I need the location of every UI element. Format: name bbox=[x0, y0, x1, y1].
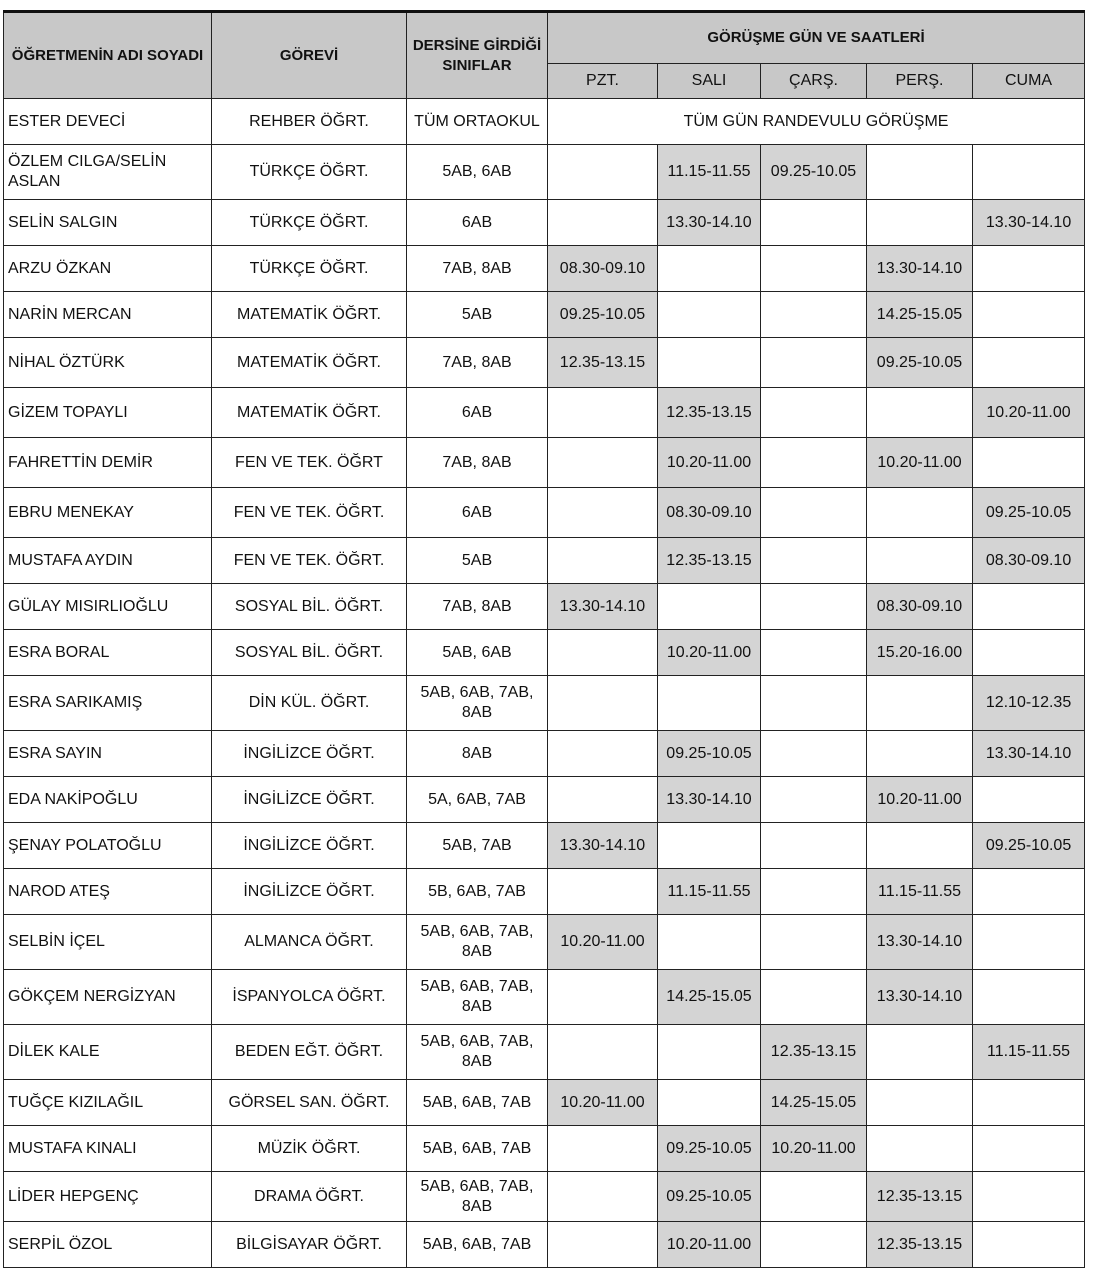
teacher-classes: 5AB, 6AB bbox=[407, 145, 548, 200]
teacher-role: FEN VE TEK. ÖĞRT. bbox=[212, 538, 407, 584]
meeting-time-monday bbox=[548, 200, 658, 246]
meeting-time-tuesday: 14.25-15.05 bbox=[658, 970, 761, 1025]
meeting-time-wednesday bbox=[761, 970, 867, 1025]
table-row bbox=[4, 1025, 1085, 1080]
meeting-time-thursday bbox=[867, 145, 973, 200]
teacher-name: SERPİL ÖZOL bbox=[4, 1222, 212, 1268]
header-day-tuesday: SALI bbox=[658, 64, 761, 99]
teacher-classes: 6AB bbox=[407, 200, 548, 246]
table-row bbox=[4, 438, 1085, 488]
meeting-time-friday: 11.15-11.55 bbox=[973, 1025, 1085, 1080]
meeting-time-wednesday bbox=[761, 438, 867, 488]
header-classes: DERSİNE GİRDİĞİ SINIFLAR bbox=[407, 12, 548, 99]
meeting-time-monday bbox=[548, 438, 658, 488]
teacher-role: İNGİLİZCE ÖĞRT. bbox=[212, 869, 407, 915]
meeting-time-monday bbox=[548, 630, 658, 676]
meeting-time-monday bbox=[548, 538, 658, 584]
meeting-time-friday: 13.30-14.10 bbox=[973, 200, 1085, 246]
meeting-time-friday bbox=[973, 145, 1085, 200]
teacher-role: SOSYAL BİL. ÖĞRT. bbox=[212, 584, 407, 630]
meeting-time-thursday: 10.20-11.00 bbox=[867, 438, 973, 488]
meeting-time-friday bbox=[973, 1222, 1085, 1268]
teacher-name: MUSTAFA AYDIN bbox=[4, 538, 212, 584]
meeting-time-monday: 10.20-11.00 bbox=[548, 915, 658, 970]
meeting-time-friday bbox=[973, 869, 1085, 915]
meeting-time-wednesday bbox=[761, 200, 867, 246]
meeting-time-monday bbox=[548, 777, 658, 823]
teacher-classes: 5A, 6AB, 7AB bbox=[407, 777, 548, 823]
meeting-time-thursday bbox=[867, 388, 973, 438]
table-row bbox=[4, 538, 1085, 584]
meeting-time-thursday: 13.30-14.10 bbox=[867, 915, 973, 970]
meeting-time-wednesday bbox=[761, 676, 867, 731]
teacher-name: ESRA BORAL bbox=[4, 630, 212, 676]
meeting-time-monday: 09.25-10.05 bbox=[548, 292, 658, 338]
meeting-time-friday: 09.25-10.05 bbox=[973, 823, 1085, 869]
meeting-time-thursday bbox=[867, 488, 973, 538]
teacher-name: ESRA SARIKAMIŞ bbox=[4, 676, 212, 731]
teacher-classes: 5AB, 6AB, 7AB bbox=[407, 1222, 548, 1268]
meeting-time-thursday: 12.35-13.15 bbox=[867, 1172, 973, 1222]
teacher-role: MATEMATİK ÖĞRT. bbox=[212, 292, 407, 338]
meeting-time-thursday: 13.30-14.10 bbox=[867, 970, 973, 1025]
teacher-role: MÜZİK ÖĞRT. bbox=[212, 1126, 407, 1172]
meeting-time-thursday bbox=[867, 1126, 973, 1172]
teacher-role: İSPANYOLCA ÖĞRT. bbox=[212, 970, 407, 1025]
table-row bbox=[4, 246, 1085, 292]
meeting-time-monday: 12.35-13.15 bbox=[548, 338, 658, 388]
teacher-name: LİDER HEPGENÇ bbox=[4, 1172, 212, 1222]
teacher-classes: 5AB, 6AB, 7AB bbox=[407, 1080, 548, 1126]
teacher-role: ALMANCA ÖĞRT. bbox=[212, 915, 407, 970]
meeting-time-thursday: 14.25-15.05 bbox=[867, 292, 973, 338]
table-row bbox=[4, 731, 1085, 777]
teacher-classes: 5AB, 6AB, 7AB, 8AB bbox=[407, 915, 548, 970]
meeting-time-wednesday bbox=[761, 538, 867, 584]
meeting-time-wednesday: 09.25-10.05 bbox=[761, 145, 867, 200]
meeting-time-tuesday bbox=[658, 1080, 761, 1126]
teacher-name: ÖZLEM CILGA/SELİN ASLAN bbox=[4, 145, 212, 200]
teacher-name: DİLEK KALE bbox=[4, 1025, 212, 1080]
teacher-classes: 5AB bbox=[407, 292, 548, 338]
table-row bbox=[4, 970, 1085, 1025]
table-row bbox=[4, 99, 1085, 145]
teacher-classes: 5AB, 6AB, 7AB bbox=[407, 1126, 548, 1172]
meeting-time-wednesday bbox=[761, 1172, 867, 1222]
teacher-name: FAHRETTİN DEMİR bbox=[4, 438, 212, 488]
header-meeting-times: GÖRÜŞME GÜN VE SAATLERİ bbox=[548, 12, 1085, 64]
teacher-classes: 6AB bbox=[407, 388, 548, 438]
teacher-role: İNGİLİZCE ÖĞRT. bbox=[212, 731, 407, 777]
meeting-time-tuesday: 10.20-11.00 bbox=[658, 1222, 761, 1268]
table-row bbox=[4, 292, 1085, 338]
meeting-time-thursday bbox=[867, 731, 973, 777]
meeting-time-monday bbox=[548, 676, 658, 731]
meeting-time-thursday bbox=[867, 676, 973, 731]
all-day-appointment-note: TÜM GÜN RANDEVULU GÖRÜŞME bbox=[548, 99, 1085, 145]
teacher-role: İNGİLİZCE ÖĞRT. bbox=[212, 823, 407, 869]
table-row bbox=[4, 777, 1085, 823]
meeting-time-wednesday bbox=[761, 1222, 867, 1268]
meeting-time-friday bbox=[973, 438, 1085, 488]
meeting-time-wednesday: 14.25-15.05 bbox=[761, 1080, 867, 1126]
meeting-time-monday bbox=[548, 388, 658, 438]
meeting-time-monday bbox=[548, 488, 658, 538]
table-body bbox=[4, 99, 1085, 1268]
meeting-time-tuesday: 13.30-14.10 bbox=[658, 777, 761, 823]
teacher-name: MUSTAFA KINALI bbox=[4, 1126, 212, 1172]
teacher-name: GİZEM TOPAYLI bbox=[4, 388, 212, 438]
meeting-time-tuesday: 08.30-09.10 bbox=[658, 488, 761, 538]
teacher-classes: 7AB, 8AB bbox=[407, 338, 548, 388]
teacher-name: SELİN SALGIN bbox=[4, 200, 212, 246]
table-row bbox=[4, 488, 1085, 538]
meeting-time-monday bbox=[548, 145, 658, 200]
teacher-role: BEDEN EĞT. ÖĞRT. bbox=[212, 1025, 407, 1080]
meeting-time-friday bbox=[973, 1172, 1085, 1222]
meeting-time-wednesday bbox=[761, 584, 867, 630]
teacher-classes: 5B, 6AB, 7AB bbox=[407, 869, 548, 915]
meeting-time-tuesday bbox=[658, 915, 761, 970]
meeting-time-friday bbox=[973, 292, 1085, 338]
meeting-time-wednesday bbox=[761, 488, 867, 538]
meeting-time-friday: 12.10-12.35 bbox=[973, 676, 1085, 731]
teacher-name: SELBİN İÇEL bbox=[4, 915, 212, 970]
teacher-role: FEN VE TEK. ÖĞRT bbox=[212, 438, 407, 488]
meeting-time-wednesday bbox=[761, 869, 867, 915]
meeting-time-friday: 09.25-10.05 bbox=[973, 488, 1085, 538]
meeting-time-monday bbox=[548, 1025, 658, 1080]
teacher-role: DRAMA ÖĞRT. bbox=[212, 1172, 407, 1222]
meeting-time-tuesday bbox=[658, 584, 761, 630]
teacher-classes: 7AB, 8AB bbox=[407, 438, 548, 488]
meeting-time-tuesday: 10.20-11.00 bbox=[658, 630, 761, 676]
table-row bbox=[4, 823, 1085, 869]
meeting-time-thursday: 08.30-09.10 bbox=[867, 584, 973, 630]
teacher-classes: 5AB bbox=[407, 538, 548, 584]
meeting-time-wednesday bbox=[761, 388, 867, 438]
table-row bbox=[4, 1080, 1085, 1126]
meeting-time-thursday: 15.20-16.00 bbox=[867, 630, 973, 676]
teacher-classes: 5AB, 6AB, 7AB, 8AB bbox=[407, 1025, 548, 1080]
meeting-time-friday bbox=[973, 915, 1085, 970]
meeting-schedule-table bbox=[3, 10, 1085, 1268]
meeting-time-tuesday: 12.35-13.15 bbox=[658, 388, 761, 438]
meeting-time-friday bbox=[973, 338, 1085, 388]
meeting-time-thursday: 09.25-10.05 bbox=[867, 338, 973, 388]
table-row bbox=[4, 388, 1085, 438]
teacher-name: NARİN MERCAN bbox=[4, 292, 212, 338]
meeting-time-thursday: 13.30-14.10 bbox=[867, 246, 973, 292]
meeting-time-tuesday bbox=[658, 292, 761, 338]
table-header bbox=[4, 12, 1085, 99]
teacher-role: FEN VE TEK. ÖĞRT. bbox=[212, 488, 407, 538]
teacher-name: ARZU ÖZKAN bbox=[4, 246, 212, 292]
meeting-time-friday bbox=[973, 246, 1085, 292]
table-row bbox=[4, 200, 1085, 246]
meeting-time-friday bbox=[973, 1126, 1085, 1172]
teacher-name: EBRU MENEKAY bbox=[4, 488, 212, 538]
table-row bbox=[4, 915, 1085, 970]
teacher-classes: 7AB, 8AB bbox=[407, 246, 548, 292]
teacher-role: İNGİLİZCE ÖĞRT. bbox=[212, 777, 407, 823]
teacher-classes: 7AB, 8AB bbox=[407, 584, 548, 630]
meeting-time-wednesday bbox=[761, 338, 867, 388]
meeting-time-monday bbox=[548, 1172, 658, 1222]
meeting-time-tuesday bbox=[658, 1025, 761, 1080]
teacher-classes: 6AB bbox=[407, 488, 548, 538]
meeting-time-tuesday: 09.25-10.05 bbox=[658, 731, 761, 777]
meeting-time-friday: 13.30-14.10 bbox=[973, 731, 1085, 777]
meeting-time-wednesday: 12.35-13.15 bbox=[761, 1025, 867, 1080]
meeting-time-tuesday: 13.30-14.10 bbox=[658, 200, 761, 246]
meeting-time-thursday: 12.35-13.15 bbox=[867, 1222, 973, 1268]
meeting-time-tuesday bbox=[658, 823, 761, 869]
teacher-name: ŞENAY POLATOĞLU bbox=[4, 823, 212, 869]
meeting-time-friday: 08.30-09.10 bbox=[973, 538, 1085, 584]
header-day-thursday: PERŞ. bbox=[867, 64, 973, 99]
table-row bbox=[4, 1222, 1085, 1268]
meeting-time-tuesday: 09.25-10.05 bbox=[658, 1172, 761, 1222]
table-row bbox=[4, 1126, 1085, 1172]
header-day-monday: PZT. bbox=[548, 64, 658, 99]
meeting-time-wednesday bbox=[761, 777, 867, 823]
teacher-name: GÖKÇEM NERGİZYAN bbox=[4, 970, 212, 1025]
meeting-time-thursday bbox=[867, 1080, 973, 1126]
teacher-classes: 5AB, 6AB bbox=[407, 630, 548, 676]
table-row bbox=[4, 676, 1085, 731]
table-row bbox=[4, 630, 1085, 676]
teacher-classes: 8AB bbox=[407, 731, 548, 777]
header-day-friday: CUMA bbox=[973, 64, 1085, 99]
meeting-time-monday: 13.30-14.10 bbox=[548, 823, 658, 869]
header-day-wednesday: ÇARŞ. bbox=[761, 64, 867, 99]
meeting-time-tuesday: 12.35-13.15 bbox=[658, 538, 761, 584]
meeting-time-thursday bbox=[867, 1025, 973, 1080]
teacher-role: REHBER ÖĞRT. bbox=[212, 99, 407, 145]
meeting-time-tuesday bbox=[658, 246, 761, 292]
meeting-time-tuesday bbox=[658, 676, 761, 731]
header-teacher-name: ÖĞRETMENİN ADI SOYADI bbox=[4, 12, 212, 99]
teacher-role: TÜRKÇE ÖĞRT. bbox=[212, 145, 407, 200]
teacher-role: MATEMATİK ÖĞRT. bbox=[212, 338, 407, 388]
teacher-role: GÖRSEL SAN. ÖĞRT. bbox=[212, 1080, 407, 1126]
meeting-time-thursday: 10.20-11.00 bbox=[867, 777, 973, 823]
meeting-time-monday: 08.30-09.10 bbox=[548, 246, 658, 292]
table-row bbox=[4, 338, 1085, 388]
table-row bbox=[4, 869, 1085, 915]
meeting-time-thursday bbox=[867, 200, 973, 246]
meeting-time-wednesday bbox=[761, 823, 867, 869]
meeting-time-monday bbox=[548, 1126, 658, 1172]
teacher-classes: 5AB, 6AB, 7AB, 8AB bbox=[407, 1172, 548, 1222]
meeting-time-thursday bbox=[867, 823, 973, 869]
table-row bbox=[4, 145, 1085, 200]
table-row bbox=[4, 1172, 1085, 1222]
meeting-time-friday bbox=[973, 1080, 1085, 1126]
meeting-time-tuesday: 11.15-11.55 bbox=[658, 869, 761, 915]
teacher-name: TUĞÇE KIZILAĞIL bbox=[4, 1080, 212, 1126]
meeting-time-monday bbox=[548, 1222, 658, 1268]
teacher-role: SOSYAL BİL. ÖĞRT. bbox=[212, 630, 407, 676]
meeting-time-tuesday: 09.25-10.05 bbox=[658, 1126, 761, 1172]
meeting-time-wednesday bbox=[761, 915, 867, 970]
teacher-role: MATEMATİK ÖĞRT. bbox=[212, 388, 407, 438]
meeting-time-friday bbox=[973, 777, 1085, 823]
meeting-time-friday bbox=[973, 970, 1085, 1025]
meeting-time-tuesday bbox=[658, 338, 761, 388]
meeting-time-friday: 10.20-11.00 bbox=[973, 388, 1085, 438]
teacher-classes: 5AB, 6AB, 7AB, 8AB bbox=[407, 970, 548, 1025]
meeting-time-wednesday bbox=[761, 292, 867, 338]
header-role: GÖREVİ bbox=[212, 12, 407, 99]
teacher-name: EDA NAKİPOĞLU bbox=[4, 777, 212, 823]
teacher-name: ESRA SAYIN bbox=[4, 731, 212, 777]
meeting-time-monday: 13.30-14.10 bbox=[548, 584, 658, 630]
meeting-time-tuesday: 11.15-11.55 bbox=[658, 145, 761, 200]
meeting-time-wednesday: 10.20-11.00 bbox=[761, 1126, 867, 1172]
teacher-classes: 5AB, 6AB, 7AB, 8AB bbox=[407, 676, 548, 731]
meeting-time-friday bbox=[973, 584, 1085, 630]
table-row bbox=[4, 584, 1085, 630]
meeting-time-wednesday bbox=[761, 630, 867, 676]
teacher-role: BİLGİSAYAR ÖĞRT. bbox=[212, 1222, 407, 1268]
meeting-time-monday bbox=[548, 970, 658, 1025]
teacher-role: TÜRKÇE ÖĞRT. bbox=[212, 200, 407, 246]
meeting-time-tuesday: 10.20-11.00 bbox=[658, 438, 761, 488]
teacher-name: GÜLAY MISIRLIOĞLU bbox=[4, 584, 212, 630]
teacher-name: ESTER DEVECİ bbox=[4, 99, 212, 145]
meeting-time-monday bbox=[548, 731, 658, 777]
meeting-time-thursday bbox=[867, 538, 973, 584]
teacher-role: TÜRKÇE ÖĞRT. bbox=[212, 246, 407, 292]
teacher-classes: TÜM ORTAOKUL bbox=[407, 99, 548, 145]
meeting-time-wednesday bbox=[761, 246, 867, 292]
meeting-time-monday: 10.20-11.00 bbox=[548, 1080, 658, 1126]
teacher-role: DİN KÜL. ÖĞRT. bbox=[212, 676, 407, 731]
meeting-time-thursday: 11.15-11.55 bbox=[867, 869, 973, 915]
teacher-name: NAROD ATEŞ bbox=[4, 869, 212, 915]
meeting-time-wednesday bbox=[761, 731, 867, 777]
meeting-time-friday bbox=[973, 630, 1085, 676]
meeting-time-monday bbox=[548, 869, 658, 915]
teacher-name: NİHAL ÖZTÜRK bbox=[4, 338, 212, 388]
teacher-classes: 5AB, 7AB bbox=[407, 823, 548, 869]
